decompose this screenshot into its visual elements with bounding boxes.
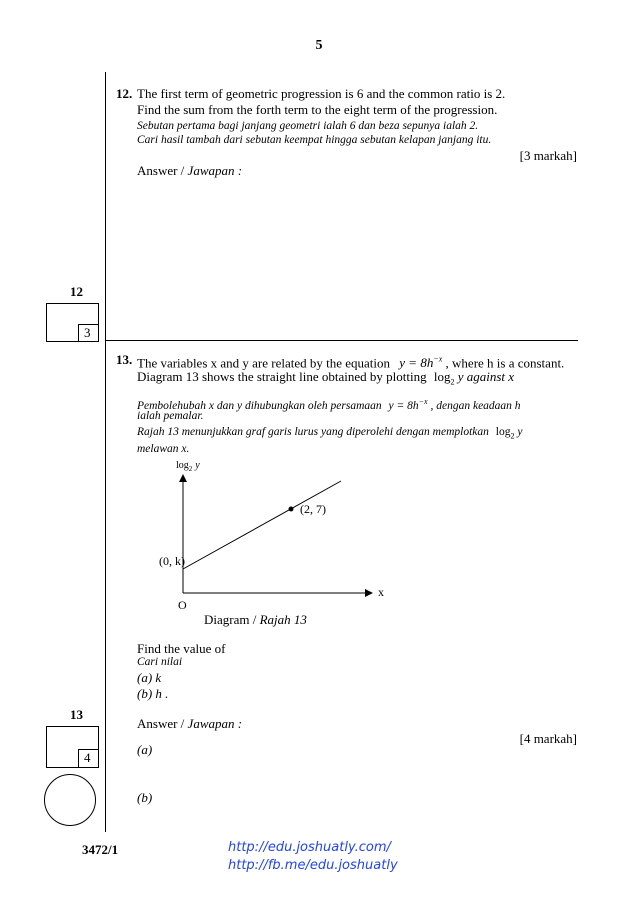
q13-marks: [4 markah] — [519, 731, 577, 746]
q12-marks: [3 markah] — [519, 148, 577, 163]
origin-label: O — [178, 598, 187, 612]
q13-malay-line2: ialah pemalar. — [137, 410, 204, 422]
point-label: (2, 7) — [300, 502, 326, 516]
q13-part-b: (b) h . — [137, 686, 169, 701]
q12-malay-line2: Cari hasil tambah dari sebutan keempat hingga sebutan kelapan janjang itu. — [137, 134, 492, 146]
margin-rule — [105, 72, 106, 832]
q13-text-line2: Diagram 13 shows the straight line obtained by plotting $\log_2 y$ against x — [137, 369, 515, 387]
q12-text-line2: Find the sum from the forth term to the eight term of the progression. — [137, 102, 498, 117]
diagram-13 — [140, 455, 400, 635]
question-divider — [105, 340, 578, 341]
y-axis-label: $\log_2 y$ — [176, 460, 200, 473]
x-axis-label: x — [378, 585, 384, 599]
diagram-caption: Diagram / Rajah 13 — [204, 612, 307, 627]
q13-answer-label: Answer / Jawapan : — [137, 716, 243, 731]
q13-find-malay: Cari nilai — [137, 656, 183, 668]
footer-link-edu[interactable]: http://edu.joshuatly.com/ — [228, 840, 391, 855]
q13-score: 4 — [84, 750, 91, 765]
footer-link-fb[interactable]: http://fb.me/edu.joshuatly — [228, 858, 398, 873]
page-number: 5 — [315, 38, 323, 53]
paper-code: 3472/1 — [82, 842, 119, 857]
q12-side-label: 12 — [70, 284, 83, 299]
q12-answer-label: Answer / Jawapan : — [137, 163, 243, 178]
q12-text-line1: The first term of geometric progression is 6 and the common ratio is 2. — [137, 86, 506, 101]
q12-score: 3 — [84, 325, 91, 340]
score-circle — [44, 774, 96, 826]
q13-answer-a: (a) — [137, 742, 153, 757]
data-point — [289, 507, 294, 512]
q13-malay-line1: Pembolehubah x dan y dihubungkan oleh persamaan $y = 8h^{-x}$ , dengan keadaan h — [137, 397, 521, 412]
q13-text-line1: The variables x and y are related by the equation $y = 8h^{-x}$ , where h is a constant. — [137, 355, 565, 371]
graph-line — [183, 481, 341, 569]
q13-malay-equation: $y = 8h^{-x}$ — [388, 397, 428, 412]
q13-number: 13. — [116, 352, 133, 367]
intercept-label: (0, k) — [159, 554, 185, 568]
q12-malay-line1: Sebutan pertama bagi janjang geometri ialah 6 dan beza sepunya ialah 2. — [137, 120, 479, 132]
q13-find: Find the value of — [137, 641, 226, 656]
q12-number: 12. — [116, 86, 133, 101]
q13-malay-line3: Rajah 13 menunjukkan graf garis lurus yang diperolehi dengan memplotkan $\log_2 y$ — [137, 426, 523, 441]
q13-answer-b: (b) — [137, 790, 153, 805]
q13-side-label: 13 — [70, 707, 83, 722]
q13-part-a: (a) k — [137, 670, 162, 685]
q13-equation: $y = 8h^{-x}$ — [399, 355, 443, 371]
q13-malay-line4: melawan x. — [137, 443, 190, 455]
